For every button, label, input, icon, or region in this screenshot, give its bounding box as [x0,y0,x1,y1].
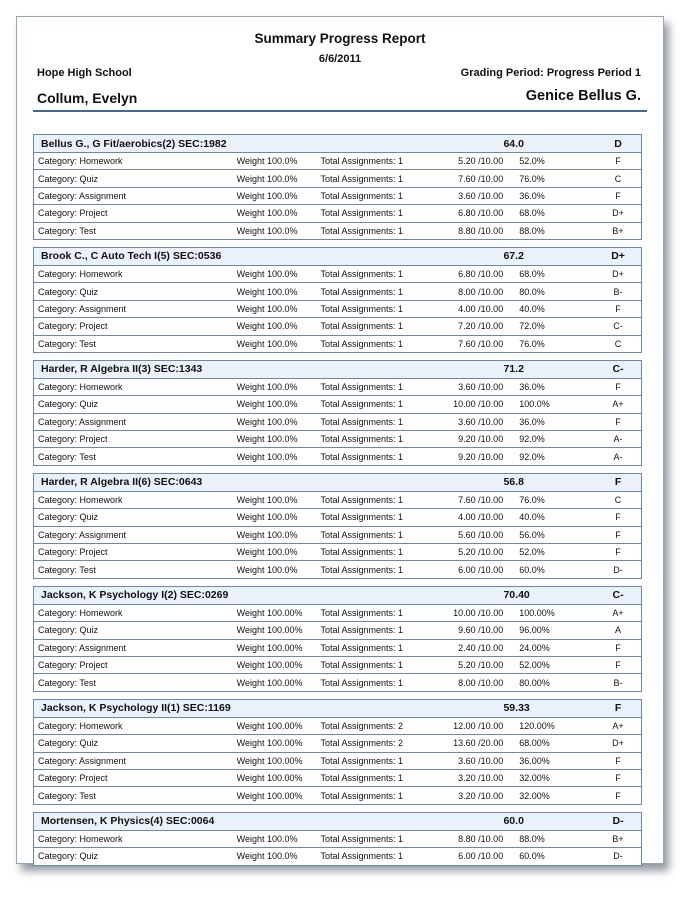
category-total-assignments: Total Assignments: 1 [320,451,404,462]
category-score: 13.60 /20.00 [453,738,504,749]
category-percent: 76.0% [519,173,545,184]
category-grade: C [614,495,622,506]
course-grade: D+ [611,250,625,263]
category-score: 9.20 /10.00 [458,434,504,445]
category-name: Category: Test [38,451,96,462]
category-row [34,431,641,448]
category-grade: B+ [612,833,624,844]
category-row [34,283,641,300]
category-percent: 36.0% [519,190,545,201]
report-page [16,16,664,864]
category-row [34,831,641,848]
category-row [34,170,641,187]
category-percent: 88.0% [519,833,545,844]
category-percent: 72.0% [519,321,545,332]
category-row [34,735,641,752]
category-total-assignments: Total Assignments: 1 [320,190,404,201]
course-grade: C- [612,363,624,376]
category-percent: 96.00% [519,625,550,636]
category-total-assignments: Total Assignments: 1 [320,208,404,219]
category-weight: Weight 100.0% [236,173,298,184]
category-percent: 92.0% [519,451,545,462]
category-percent: 52.0% [519,156,545,167]
grading-period: Grading Period: Progress Period 1 [460,67,641,79]
category-row [34,509,641,526]
category-percent: 76.0% [519,495,545,506]
category-percent: 36.0% [519,382,545,393]
category-weight: Weight 100.0% [236,208,298,219]
category-score: 8.80 /10.00 [458,225,504,236]
category-percent: 68.0% [519,208,545,219]
course-name: Brook C., C Auto Tech I(5) SEC:0536 [41,250,222,263]
category-name: Category: Homework [38,382,123,393]
course-header [34,700,641,718]
course-block [33,360,642,466]
category-name: Category: Project [38,547,108,558]
category-name: Category: Quiz [38,173,99,184]
category-weight: Weight 100.0% [236,225,298,236]
category-row [34,657,641,674]
category-name: Category: Homework [38,269,123,280]
course-block [33,699,642,805]
category-total-assignments: Total Assignments: 1 [320,382,404,393]
course-header [34,248,641,266]
category-score: 6.00 /10.00 [458,851,504,862]
category-grade: C- [613,321,623,332]
course-name: Harder, R Algebra II(3) SEC:1343 [41,363,203,376]
category-row [34,492,641,509]
category-grade: A- [613,451,623,462]
header-divider [33,110,647,112]
category-row [34,527,641,544]
course-average: 56.8 [503,476,524,489]
category-grade: A+ [612,720,624,731]
category-row [34,718,641,735]
category-weight: Weight 100.00% [236,660,303,671]
course-header [34,813,641,831]
category-percent: 40.0% [519,512,545,523]
course-name: Harder, R Algebra II(6) SEC:0643 [41,476,203,489]
category-total-assignments: Total Assignments: 1 [320,625,404,636]
category-total-assignments: Total Assignments: 1 [320,660,404,671]
category-weight: Weight 100.0% [236,156,298,167]
category-row [34,379,641,396]
course-grade: C- [612,589,624,602]
category-percent: 92.0% [519,434,545,445]
category-score: 10.00 /10.00 [453,608,504,618]
category-score: 5.20 /10.00 [458,660,504,671]
category-score: 3.20 /10.00 [458,773,504,784]
category-grade: C [614,338,622,349]
category-name: Category: Assignment [38,755,127,766]
category-score: 5.60 /10.00 [458,529,504,540]
student-name: Collum, Evelyn [37,90,138,106]
category-grade: F [615,790,621,801]
category-row [34,848,641,864]
category-grade: F [615,382,621,393]
category-weight: Weight 100.0% [236,564,298,575]
category-grade: B+ [612,225,624,236]
category-total-assignments: Total Assignments: 1 [320,512,404,523]
category-weight: Weight 100.0% [236,399,298,410]
category-grade: F [615,755,621,766]
category-percent: 100.0% [519,399,550,410]
category-total-assignments: Total Assignments: 1 [320,434,404,445]
category-total-assignments: Total Assignments: 1 [320,399,404,410]
category-total-assignments: Total Assignments: 1 [320,416,404,427]
category-grade: F [615,773,621,784]
category-row [34,753,641,770]
category-name: Category: Homework [38,608,123,618]
counselor-name: Genice Bellus G. [525,88,641,104]
category-name: Category: Test [38,338,96,349]
category-grade: F [615,190,621,201]
category-name: Category: Homework [38,720,123,731]
category-percent: 68.0% [519,269,545,280]
category-total-assignments: Total Assignments: 1 [320,286,404,297]
category-score: 10.00 /10.00 [453,399,504,410]
course-grade: D- [612,815,624,828]
category-grade: A [615,625,622,636]
category-row [34,787,641,803]
category-score: 6.80 /10.00 [458,208,504,219]
category-grade: C [614,173,622,184]
category-percent: 52.00% [519,660,550,671]
category-total-assignments: Total Assignments: 1 [320,547,404,558]
category-weight: Weight 100.00% [236,773,303,784]
category-name: Category: Test [38,564,96,575]
category-name: Category: Project [38,434,108,445]
course-name: Jackson, K Psychology I(2) SEC:0269 [41,589,229,602]
course-name: Bellus G., G Fit/aerobics(2) SEC:1982 [41,137,227,150]
category-weight: Weight 100.0% [236,269,298,280]
category-weight: Weight 100.0% [236,190,298,201]
category-percent: 60.0% [519,564,545,575]
category-score: 7.20 /10.00 [458,321,504,332]
category-percent: 60.0% [519,851,545,862]
category-weight: Weight 100.0% [236,286,298,297]
category-total-assignments: Total Assignments: 1 [320,173,404,184]
category-percent: 80.0% [519,286,545,297]
category-row [34,640,641,657]
category-grade: B- [613,286,623,297]
category-score: 8.80 /10.00 [458,833,504,844]
category-percent: 76.0% [519,338,545,349]
category-score: 7.60 /10.00 [458,338,504,349]
category-score: 2.40 /10.00 [458,642,504,653]
category-score: 6.80 /10.00 [458,269,504,280]
course-average: 71.2 [503,363,524,376]
category-total-assignments: Total Assignments: 1 [320,225,404,236]
category-total-assignments: Total Assignments: 2 [320,720,404,731]
course-header [34,587,641,605]
category-score: 7.60 /10.00 [458,173,504,184]
category-score: 9.60 /10.00 [458,625,504,636]
category-weight: Weight 100.00% [236,677,303,688]
category-name: Category: Test [38,677,96,688]
category-grade: D- [613,851,623,862]
category-score: 8.00 /10.00 [458,677,504,688]
category-total-assignments: Total Assignments: 2 [320,738,404,749]
category-total-assignments: Total Assignments: 1 [320,269,404,280]
report-title: Summary Progress Report [254,31,426,46]
category-weight: Weight 100.0% [236,495,298,506]
course-header [34,474,641,492]
category-total-assignments: Total Assignments: 1 [320,833,404,844]
course-average: 67.2 [503,250,524,263]
category-name: Category: Quiz [38,512,99,523]
category-row [34,223,641,239]
category-score: 5.20 /10.00 [458,547,504,558]
category-total-assignments: Total Assignments: 1 [320,303,404,314]
category-row [34,674,641,690]
category-grade: F [615,512,621,523]
course-header [34,135,641,153]
category-grade: D+ [612,738,624,749]
course-block [33,247,642,353]
course-average: 59.33 [503,702,530,715]
category-weight: Weight 100.00% [236,608,303,618]
course-grade: F [614,476,622,489]
category-percent: 68.00% [519,738,550,749]
category-weight: Weight 100.0% [236,434,298,445]
category-weight: Weight 100.0% [236,416,298,427]
category-total-assignments: Total Assignments: 1 [320,851,404,862]
category-weight: Weight 100.00% [236,755,303,766]
category-row [34,266,641,283]
category-grade: A+ [612,399,624,410]
course-average: 64.0 [503,137,524,150]
category-grade: F [615,303,621,314]
category-name: Category: Quiz [38,399,99,410]
category-name: Category: Assignment [38,303,127,314]
category-row [34,605,641,622]
category-name: Category: Quiz [38,625,99,636]
category-grade: D- [613,564,623,575]
category-weight: Weight 100.0% [236,451,298,462]
category-score: 6.00 /10.00 [458,564,504,575]
category-percent: 24.00% [519,642,550,653]
category-name: Category: Assignment [38,529,127,540]
category-total-assignments: Total Assignments: 1 [320,564,404,575]
course-average: 60.0 [503,815,524,828]
category-score: 3.60 /10.00 [458,755,504,766]
category-total-assignments: Total Assignments: 1 [320,156,404,167]
category-grade: A+ [612,608,624,618]
category-row [34,301,641,318]
category-score: 3.60 /10.00 [458,382,504,393]
course-average: 70.40 [503,589,530,602]
category-percent: 36.00% [519,755,550,766]
category-grade: F [615,529,621,540]
category-score: 3.60 /10.00 [458,190,504,201]
category-weight: Weight 100.0% [236,833,298,844]
category-grade: F [615,642,621,653]
category-name: Category: Test [38,790,96,801]
course-name: Mortensen, K Physics(4) SEC:0064 [41,815,215,828]
category-total-assignments: Total Assignments: 1 [320,321,404,332]
category-grade: F [615,156,621,167]
category-score: 7.60 /10.00 [458,495,504,506]
category-name: Category: Project [38,773,108,784]
category-total-assignments: Total Assignments: 1 [320,773,404,784]
category-row [34,561,641,577]
category-total-assignments: Total Assignments: 1 [320,338,404,349]
category-percent: 56.0% [519,529,545,540]
category-weight: Weight 100.00% [236,642,303,653]
category-row [34,336,641,352]
category-score: 4.00 /10.00 [458,303,504,314]
category-percent: 36.0% [519,416,545,427]
course-header [34,361,641,379]
category-score: 3.20 /10.00 [458,790,504,801]
category-percent: 88.0% [519,225,545,236]
category-weight: Weight 100.0% [236,529,298,540]
category-name: Category: Test [38,225,96,236]
category-grade: D+ [612,269,624,280]
category-row [34,396,641,413]
course-block [33,134,642,240]
category-weight: Weight 100.00% [236,738,303,749]
category-name: Category: Assignment [38,416,127,427]
school-name: Hope High School [37,67,132,79]
course-name: Jackson, K Psychology II(1) SEC:1169 [41,702,231,715]
category-total-assignments: Total Assignments: 1 [320,790,404,801]
course-grade: F [614,702,622,715]
category-weight: Weight 100.00% [236,625,303,636]
category-weight: Weight 100.0% [236,851,298,862]
category-name: Category: Assignment [38,642,127,653]
category-name: Category: Project [38,208,108,219]
category-total-assignments: Total Assignments: 1 [320,677,404,688]
category-grade: F [615,660,621,671]
category-grade: F [615,547,621,558]
category-score: 12.00 /10.00 [453,720,504,731]
category-row [34,770,641,787]
category-percent: 40.0% [519,303,545,314]
category-name: Category: Quiz [38,851,99,862]
category-percent: 120.00% [519,720,555,731]
category-weight: Weight 100.0% [236,338,298,349]
category-weight: Weight 100.00% [236,720,303,731]
category-weight: Weight 100.0% [236,321,298,332]
category-total-assignments: Total Assignments: 1 [320,755,404,766]
category-total-assignments: Total Assignments: 1 [320,642,404,653]
category-name: Category: Homework [38,833,123,844]
category-row [34,318,641,335]
course-block [33,586,642,692]
category-percent: 52.0% [519,547,545,558]
category-percent: 32.00% [519,773,550,784]
category-row [34,205,641,222]
category-grade: B- [613,677,623,688]
category-name: Category: Assignment [38,190,127,201]
category-percent: 80.00% [519,677,550,688]
category-row [34,448,641,464]
category-row [34,188,641,205]
category-name: Category: Quiz [38,286,99,297]
category-weight: Weight 100.0% [236,547,298,558]
category-name: Category: Homework [38,495,123,506]
course-block [33,812,642,866]
category-score: 9.20 /10.00 [458,451,504,462]
category-weight: Weight 100.00% [236,790,303,801]
category-total-assignments: Total Assignments: 1 [320,529,404,540]
course-grade: D [614,137,622,150]
category-score: 8.00 /10.00 [458,286,504,297]
category-score: 3.60 /10.00 [458,416,504,427]
category-score: 5.20 /10.00 [458,156,504,167]
category-row [34,414,641,431]
category-row [34,544,641,561]
category-name: Category: Project [38,321,108,332]
category-grade: A- [613,434,623,445]
category-name: Category: Quiz [38,738,99,749]
category-weight: Weight 100.0% [236,512,298,523]
category-grade: F [615,416,621,427]
category-row [34,153,641,170]
category-weight: Weight 100.0% [236,303,298,314]
category-weight: Weight 100.0% [236,382,298,393]
category-percent: 100.00% [519,608,555,618]
category-percent: 32.00% [519,790,550,801]
category-grade: D+ [612,208,624,219]
course-list [33,134,642,873]
course-block [33,473,642,579]
report-date: 6/6/2011 [318,53,362,65]
category-name: Category: Project [38,660,108,671]
category-total-assignments: Total Assignments: 1 [320,608,404,618]
category-name: Category: Homework [38,156,123,167]
category-score: 4.00 /10.00 [458,512,504,523]
category-total-assignments: Total Assignments: 1 [320,495,404,506]
category-row [34,622,641,639]
